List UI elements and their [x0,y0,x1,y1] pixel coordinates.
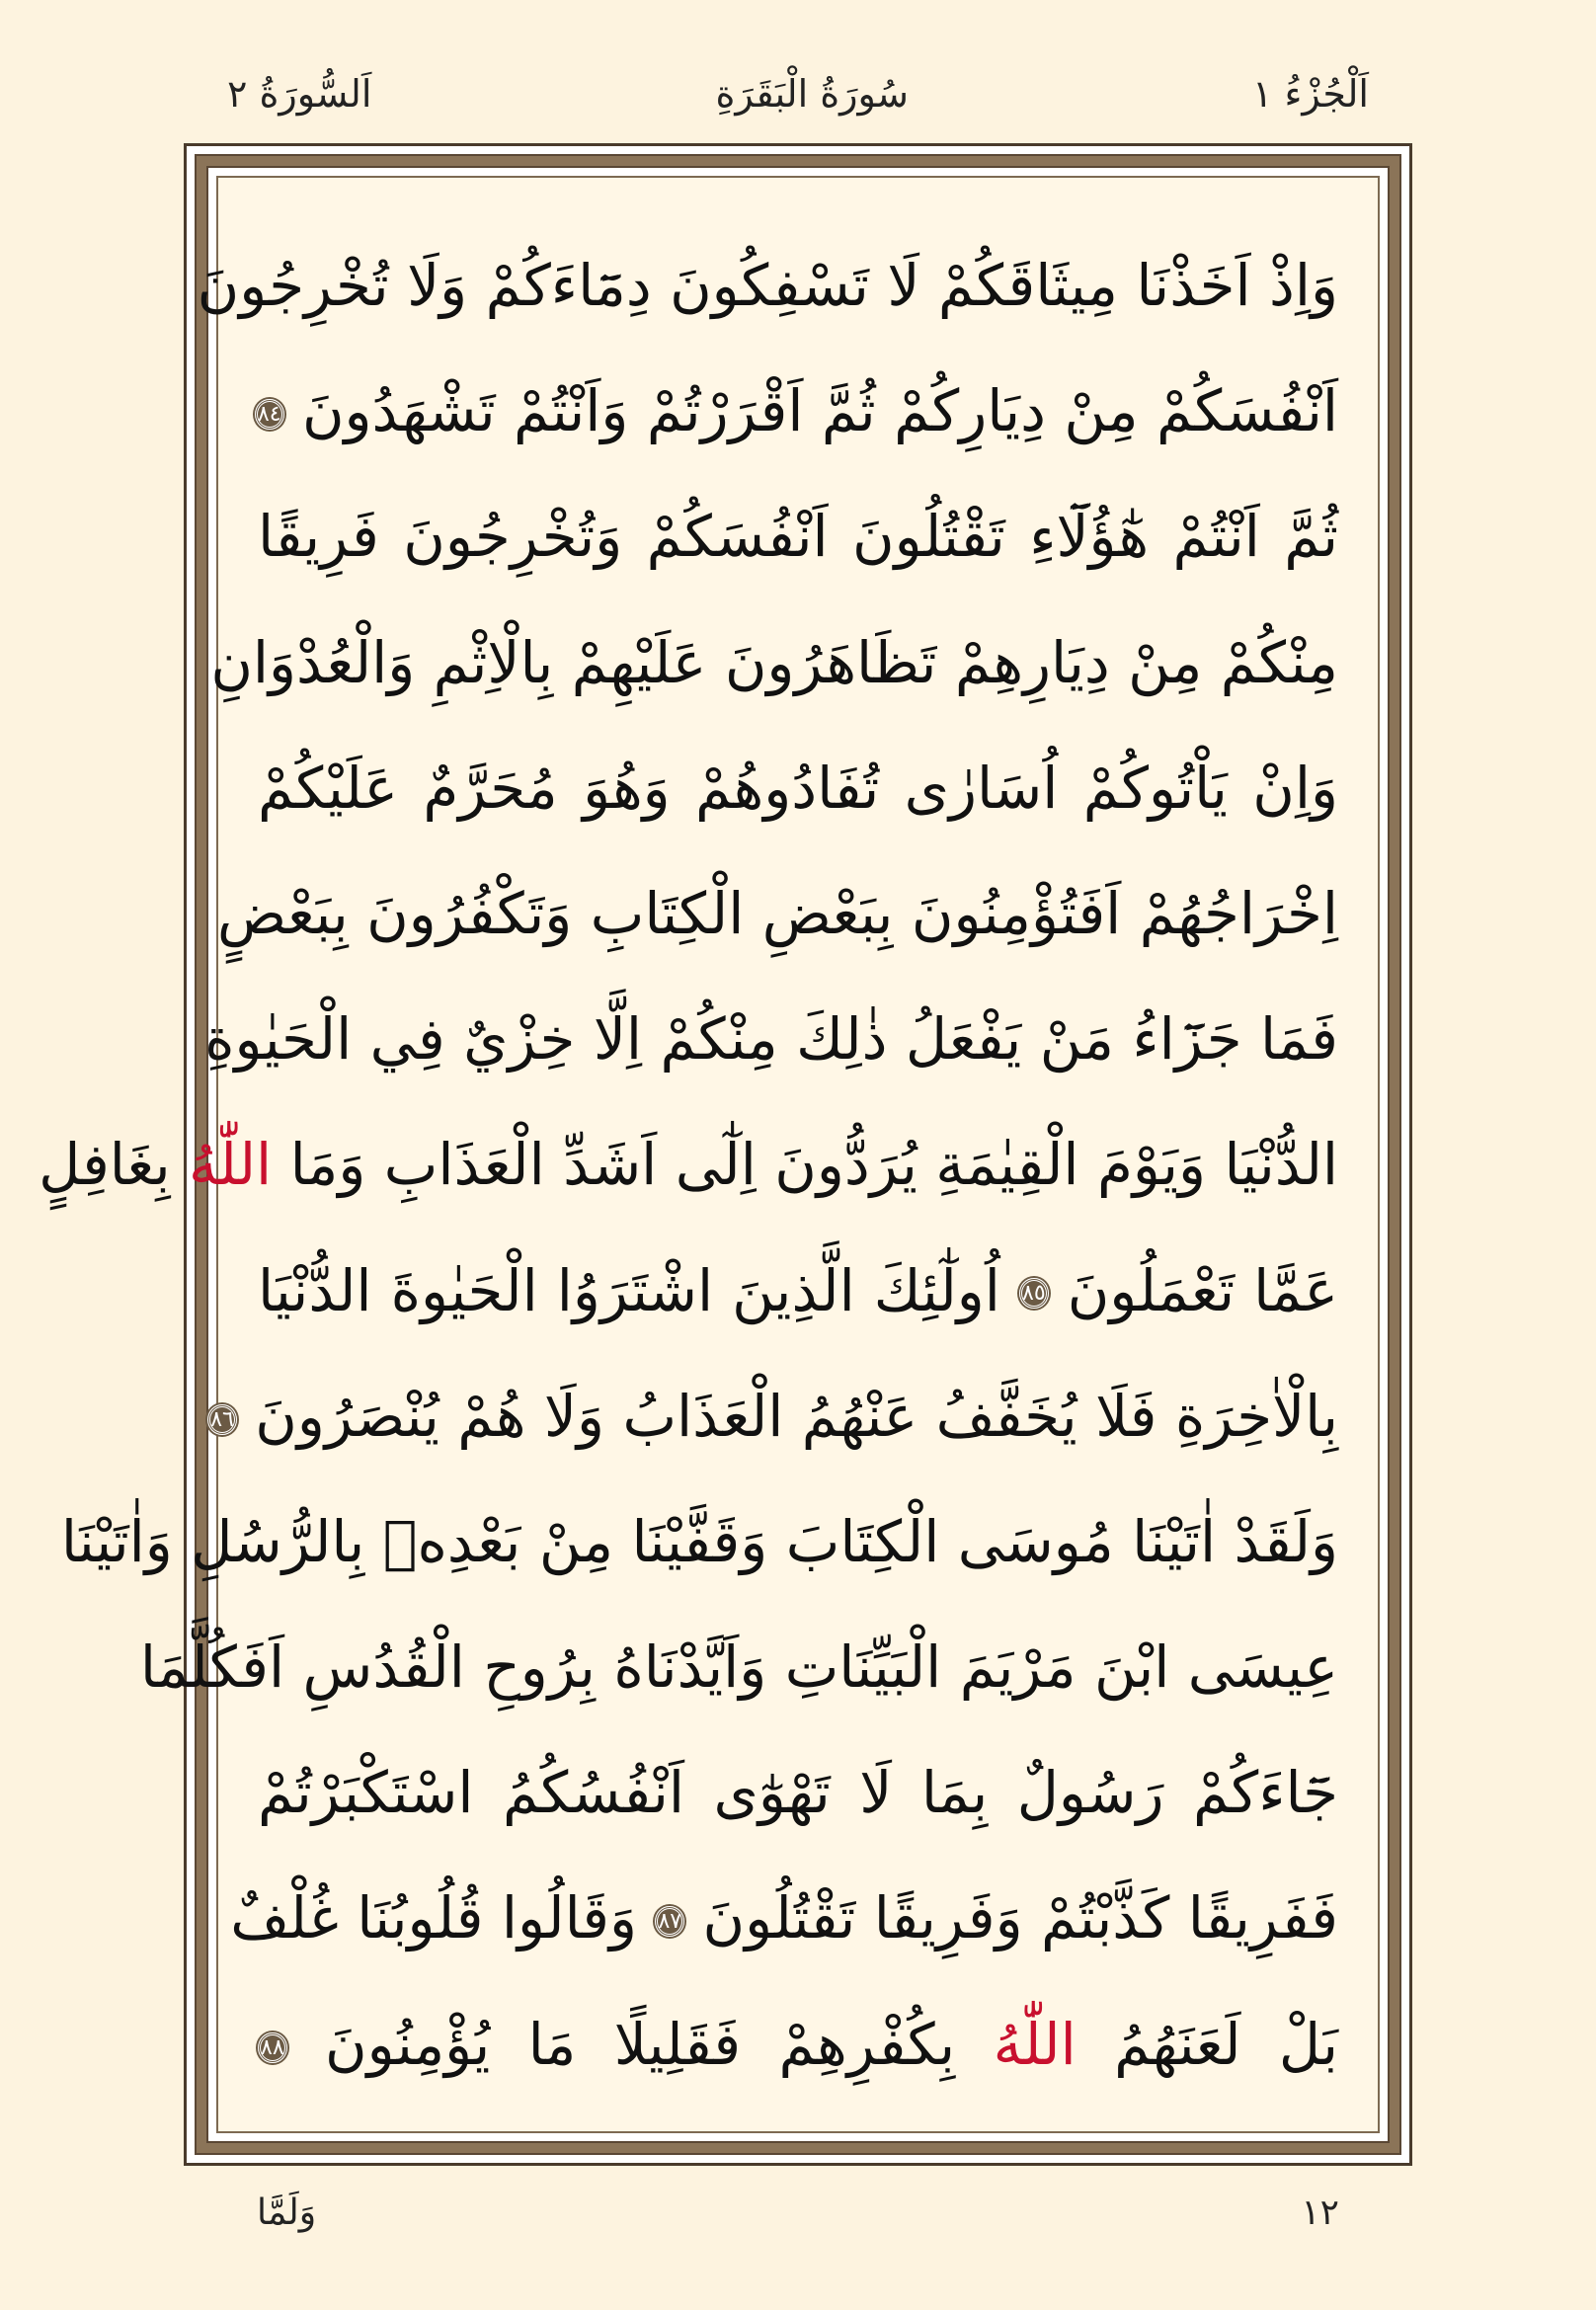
text-line [60,1479,1338,1605]
text-line [197,223,1338,349]
text-line [39,1102,1338,1228]
ayah-number-marker: ٨٨ [258,2032,287,2063]
text-line [258,1730,1338,1856]
verse-text: وَاِنْ يَاْتُوكُمْ اُسَارٰى تُفَادُوهُمْ وَهُوَ مُحَرَّمٌ عَلَيْكُمْ [258,754,1338,822]
text-line [210,600,1338,726]
text-panel [39,176,1380,2133]
text-line [230,1856,1338,1981]
verse-text: جَٓاءَكُمْ رَسُولٌ بِمَا لَا تَهْوٰٓى اَنْفُسُكُمُ اسْتَكْبَرْتُمْ [258,1759,1338,1827]
text-line [258,1982,1338,2108]
verse-text: وَلَقَدْ اٰتَيْنَا مُوسَى الْكِتَابَ وَقَفَّيْنَا مِنْ بَعْدِهٖ بِالرُّسُلِ وَاٰتَيْنَا [60,1507,1338,1575]
verse-text: وَاِذْ اَخَذْنَا مِيثَاقَكُمْ لَا تَسْفِكُونَ دِمَٓاءَكُمْ وَلَا تُخْرِجُونَ [197,252,1338,319]
verse-text: اُولٰٓئِكَ الَّذِينَ اشْتَرَوُا الْحَيٰوةَ الدُّنْيَا [258,1256,1019,1324]
page-footer [257,2178,1339,2247]
verse-text: بَلْ لَعَنَهُمُ [1076,2010,1339,2078]
text-line [217,851,1338,977]
verse-text: بِالْاٰخِرَةِ فَلَا يُخَفَّفُ عَنْهُمُ الْعَذَابُ وَلَا هُمْ يُنْصَرُونَ [236,1382,1338,1450]
verse-text: عِيسَى ابْنَ مَرْيَمَ الْبَيِّنَاتِ وَاَيَّدْنَاهُ بِرُوحِ الْقُدُسِ اَفَكُلَّمَا [139,1633,1338,1702]
text-line [258,1229,1338,1354]
verse-text: مِنْكُمْ مِنْ دِيَارِهِمْ تَظَاهَرُونَ عَلَيْهِمْ بِالْاِثْمِ وَالْعُدْوَانِ [210,628,1338,696]
verse-text: بِكُفْرِهِمْ فَقَلِيلًا مَا يُؤْمِنُونَ [286,2010,994,2078]
ayah-number-marker: ٨٥ [1019,1278,1049,1309]
verse-text: اَنْفُسَكُمْ مِنْ دِيَارِكُمْ ثُمَّ اَقْرَرْتُمْ وَاَنْتُمْ تَشْهَدُونَ [283,377,1338,445]
divine-name: اللّٰهُ [993,2010,1077,2078]
juz-label: اَلْجُزْءُ ١ [1251,72,1369,116]
verse-text: فَفَرِيقًا كَذَّبْتُمْ وَفَرِيقًا تَقْتُلُونَ [684,1884,1338,1952]
frame-border [39,154,1401,2155]
divine-name: اللّٰهُ [189,1131,273,1199]
verse-text: وَقَالُوا قُلُوبُنَا غُلْفٌ [230,1884,656,1952]
text-line [258,349,1338,474]
verse-text: الدُّنْيَا وَيَوْمَ الْقِيٰمَةِ يُرَدُّونَ اِلٰٓى اَشَدِّ الْعَذَابِ وَمَا [272,1131,1338,1199]
ayah-number-marker: ٨٧ [655,1906,684,1937]
surah-number-label: اَلسُّورَةُ ٢ [227,72,372,116]
verse-text: عَمَّا تَعْمَلُونَ [1048,1256,1338,1324]
text-lines [39,223,1339,2092]
verse-text: بِغَافِلٍ [39,1131,190,1199]
ayah-number-marker: ٨٦ [207,1404,237,1435]
text-line [204,977,1338,1102]
frame-inner-line [39,166,1390,2143]
page-frame [39,143,1412,2166]
page-number: ١٢ [1301,2191,1339,2233]
text-line [258,474,1338,599]
ayah-number-marker: ٨٤ [255,399,284,430]
verse-text: ثُمَّ اَنْتُمْ هٰٓؤُلَٓاءِ تَقْتُلُونَ اَنْفُسَكُمْ وَتُخْرِجُونَ فَرِيقًا [258,503,1338,571]
page-header [227,59,1369,128]
text-line [258,726,1338,851]
verse-text: اِخْرَاجُهُمْ اَفَتُؤْمِنُونَ بِبَعْضِ الْكِتَابِ وَتَكْفُرُونَ بِبَعْضٍ [217,879,1338,947]
text-line [139,1605,1338,1730]
catchword: وَلَمَّا [257,2191,317,2233]
surah-title: سُورَةُ الْبَقَرَةِ [715,72,909,116]
verse-text: فَمَا جَزَٓاءُ مَنْ يَفْعَلُ ذٰلِكَ مِنْكُمْ اِلَّا خِزْيٌ فِي الْحَيٰوةِ [204,1005,1338,1074]
text-line [210,1354,1338,1479]
